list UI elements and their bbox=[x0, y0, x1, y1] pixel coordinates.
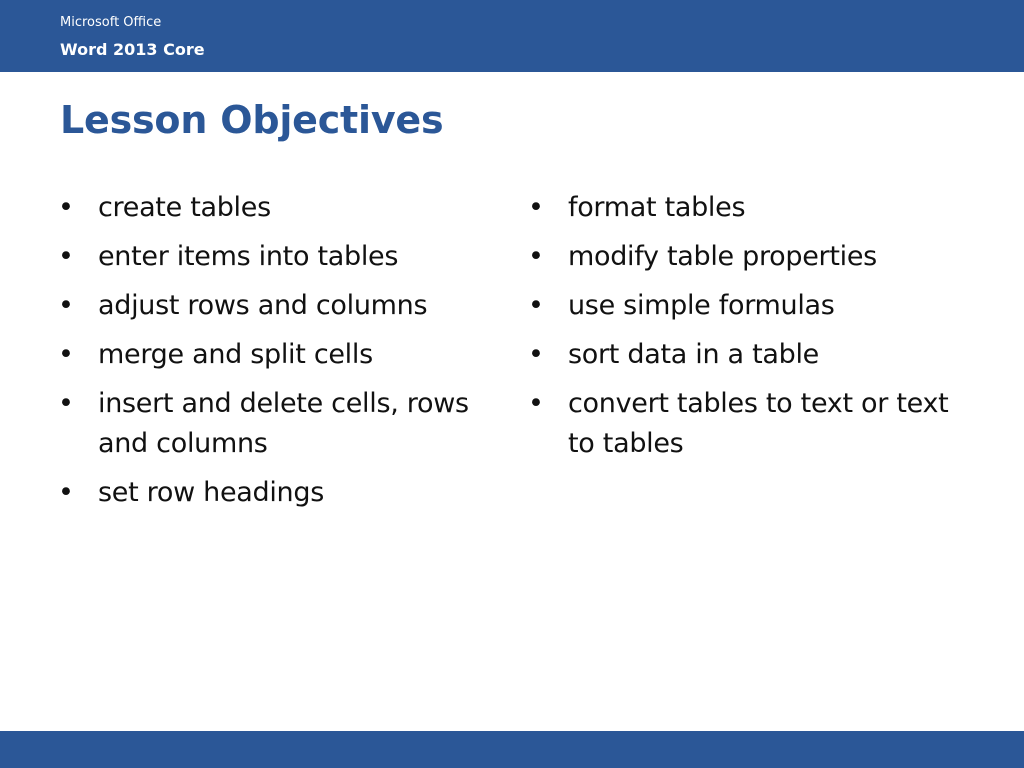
objectives-left-column bbox=[56, 188, 486, 522]
objective-item: • format tables bbox=[526, 188, 966, 228]
header-bar bbox=[0, 0, 1024, 72]
objective-item: • insert and delete cells, rows and columns bbox=[56, 384, 486, 464]
slide-title: Lesson Objectives bbox=[60, 98, 444, 142]
objective-item: • create tables bbox=[56, 188, 486, 228]
footer-bar bbox=[0, 731, 1024, 768]
course-label: Word 2013 Core bbox=[60, 40, 205, 59]
objective-item: • convert tables to text or text to tables bbox=[526, 384, 966, 464]
objective-item: • sort data in a table bbox=[526, 335, 966, 375]
objective-item: • merge and split cells bbox=[56, 335, 486, 375]
brand-label: Microsoft Office bbox=[60, 15, 162, 30]
objective-item: • modify table properties bbox=[526, 237, 966, 277]
objective-item: • use simple formulas bbox=[526, 286, 966, 326]
objectives-right-column bbox=[526, 188, 966, 473]
objective-item: • set row headings bbox=[56, 473, 486, 513]
objective-item: • enter items into tables bbox=[56, 237, 486, 277]
objective-item: • adjust rows and columns bbox=[56, 286, 486, 326]
